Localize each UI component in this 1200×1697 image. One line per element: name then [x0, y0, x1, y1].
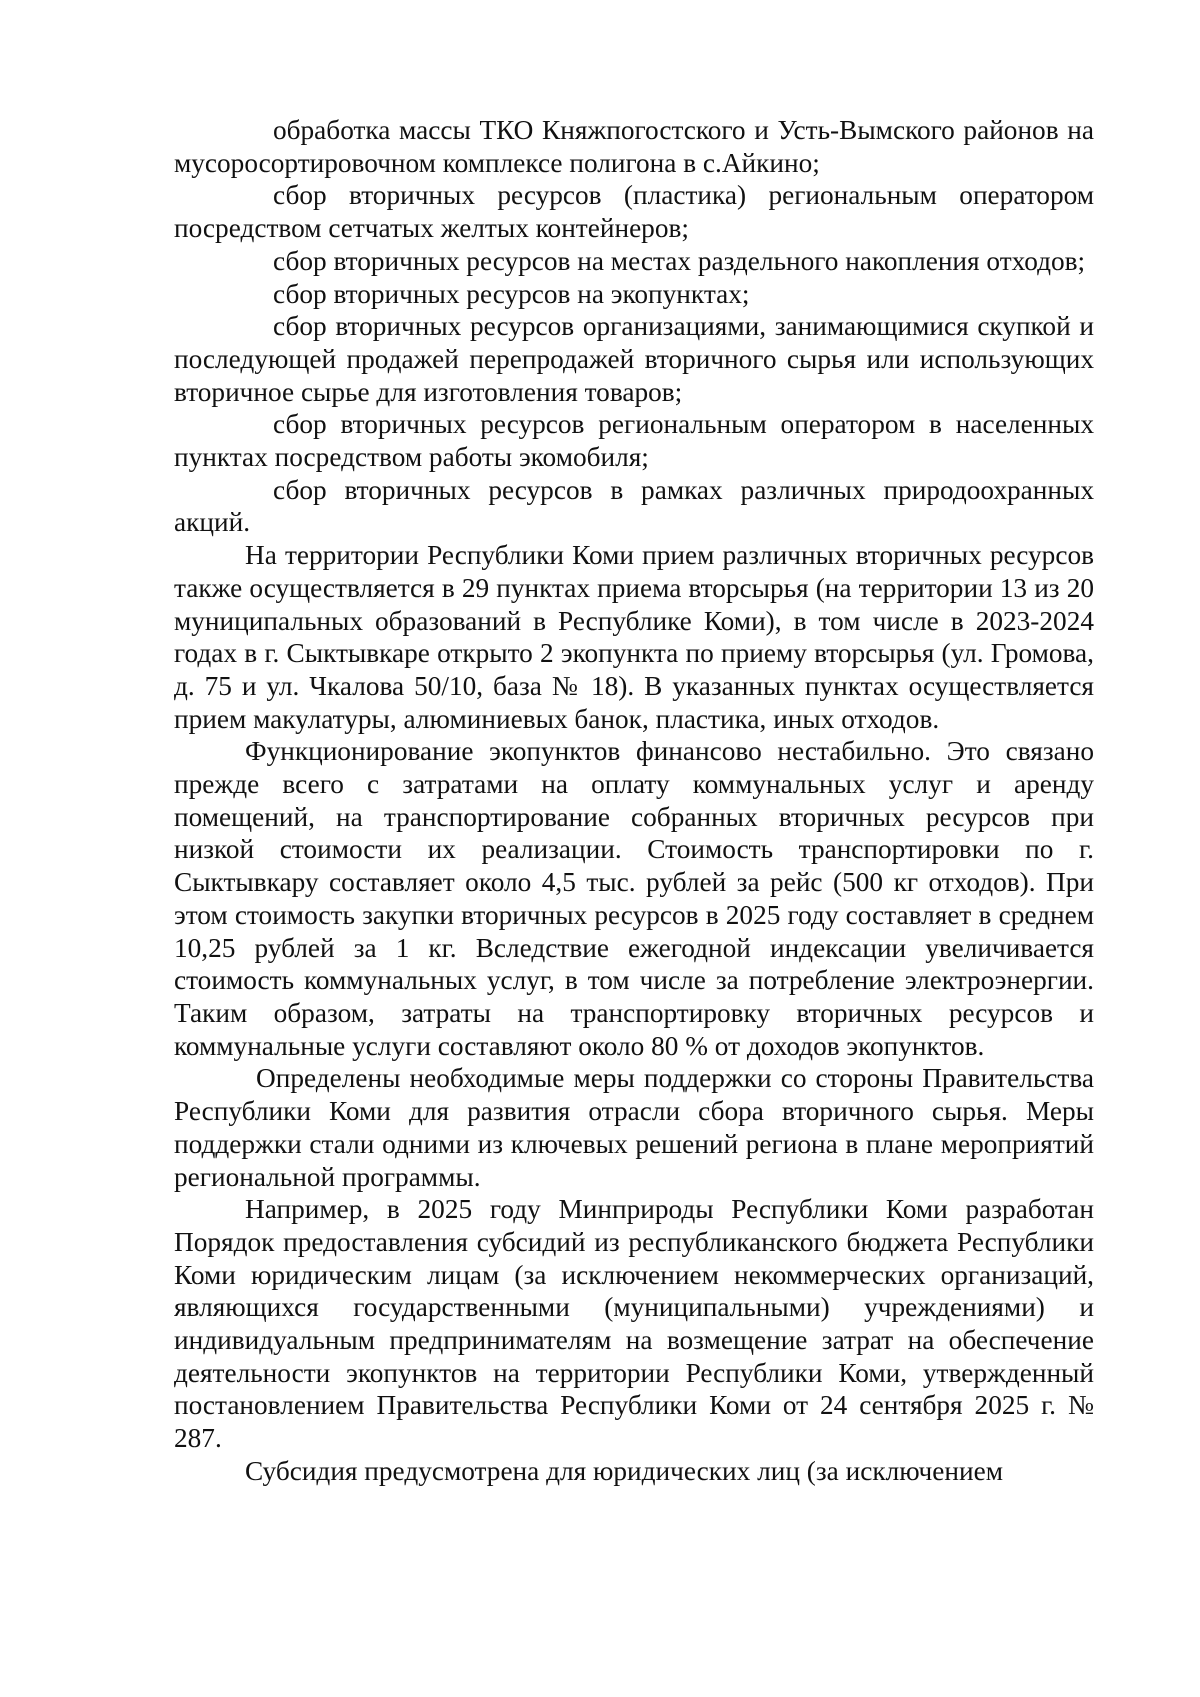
paragraph-subsidy-recipients: Субсидия предусмотрена для юридических лиц (за исключением	[245, 1455, 1004, 1486]
paragraph-collection-points: На территории Республики Коми прием различных вторичных ресурсов также осуществляется в 29 пунктах приема вторсырья (на территории 13 из 20 муниципальных образований в Республике Коми), в том числе в 2023-2024 годах в г. Сыктывкаре открыто 2 экопункта по приему вторсырья (ул. Громова, д. 75 и ул. Чкалова 50/10, база № 18). В указанных пунктах осуществляется прием макулатуры, алюминиевых банок, пластика, иных отходов.	[174, 540, 1094, 734]
paragraph-subsidy-procedure: Например, в 2025 году Минприроды Республики Коми разработан Порядок предоставления субсидий из республиканского бюджета Республики Коми юридическим лицам (за исключением некоммерческих организаций, являющихся государственными (муниципальными) учреждениями) и индивидуальным предпринимателям на возмещение затрат на обеспечение деятельности экопунктов на территории Республики Коми, утвержденный постановлением Правительства Республики Коми от 24 сентября 2025 г. № 287.	[174, 1194, 1094, 1454]
paragraph-ecopoint-finances: Функционирование экопунктов финансово нестабильно. Это связано прежде всего с затратами на оплату коммунальных услуг и аренду помещений, на транспортирование собранных вторичных ресурсов при низкой стоимости их реализации. Стоимость транспортировки по г. Сыктывкару составляет около 4,5 тыс. рублей за рейс (500 кг отходов). При этом стоимость закупки вторичных ресурсов в 2025 году составляет в среднем 10,25 рублей за 1 кг. Вследствие ежегодной индексации увеличивается стоимость коммунальных услуг, в том числе за потребление электроэнергии. Таким образом, затраты на транспортировку вторичных ресурсов и коммунальные услуги составляют около 80 % от доходов экопунктов.	[174, 736, 1094, 1061]
paragraph-support-measures: Определены необходимые меры поддержки со стороны Правительства Республики Коми для развития отрасли сбора вторичного сырья. Меры поддержки стали одними из ключевых решений региона в плане мероприятий региональной программы.	[174, 1063, 1094, 1192]
document-body	[174, 114, 1094, 1488]
list-item-separate-collection: сбор вторичных ресурсов на местах раздельного накопления отходов;	[273, 245, 1086, 276]
list-item-plastic-containers: сбор вторичных ресурсов (пластика) региональным оператором посредством сетчатых желтых контейнеров;	[174, 180, 1094, 244]
list-item-msk-processing: обработка массы ТКО Княжпогостского и Усть-Вымского районов на мусоросортировочном комплексе полигона в с.Айкино;	[174, 115, 1094, 178]
list-item-organizations: сбор вторичных ресурсов организациями, занимающимися скупкой и последующей продажей перепродажей вторичного сырья или использующих вторичное сырье для изготовления товаров;	[174, 311, 1094, 407]
list-item-actions: сбор вторичных ресурсов в рамках различных природоохранных акций.	[174, 474, 1094, 538]
list-item-ecomobile: сбор вторичных ресурсов региональным оператором в населенных пунктах посредством работы экомобиля;	[174, 409, 1094, 473]
list-item-ecopoints: сбор вторичных ресурсов на экопунктах;	[273, 278, 750, 309]
